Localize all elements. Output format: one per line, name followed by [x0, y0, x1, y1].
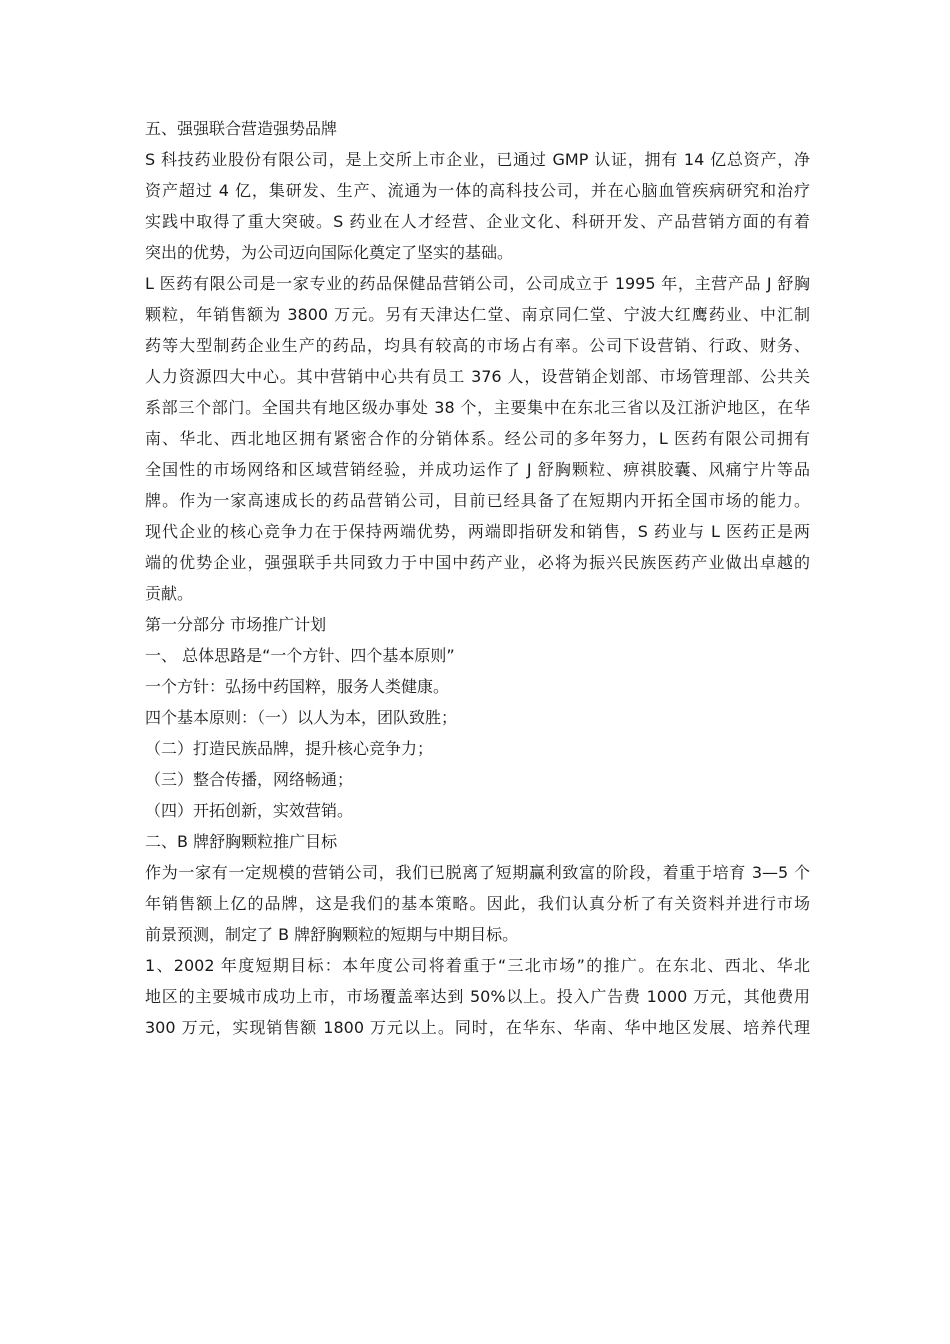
text-line: 五、强强联合营造强势品牌 — [145, 119, 338, 138]
text-line: 颗粒，年销售额为 3800 万元。另有天津达仁堂、南京同仁堂、宁波大红鹰药业、中汇制 — [145, 305, 810, 324]
text-line: 四个基本原则：（一）以人为本，团队致胜； — [145, 708, 458, 727]
text-line: 系部三个部门。全国共有地区级办事处 38 个，主要集中在东北三省以及江浙沪地区，在华 — [145, 398, 810, 417]
text-line: 端的优势企业，强强联手共同致力于中国中药产业，必将为振兴民族医药产业做出卓越的 — [145, 553, 810, 572]
text-line: 贡献。 — [145, 584, 194, 603]
text-line: 全国性的市场网络和区域营销经验，并成功运作了 J 舒胸颗粒、痹祺胶囊、风痛宁片等品 — [145, 460, 810, 479]
text-line: 牌。作为一家高速成长的药品营销公司，目前已经具备了在短期内开拓全国市场的能力。 — [145, 491, 810, 510]
text-line: 第一分部分 市场推广计划 — [145, 615, 327, 634]
text-line: 300 万元，实现销售额 1800 万元以上。同时，在华东、华南、华中地区发展、培养代理 — [145, 1018, 810, 1037]
text-line: 人力资源四大中心。其中营销中心共有员工 376 人，设营销企划部、市场管理部、公共关 — [145, 367, 810, 386]
text-line: 南、华北、西北地区拥有紧密合作的分销体系。经公司的多年努力，L 医药有限公司拥有 — [145, 429, 810, 448]
text-line: （三）整合传播，网络畅通； — [145, 770, 354, 789]
text-line: （四）开拓创新，实效营销。 — [145, 801, 354, 820]
text-line: （二）打造民族品牌，提升核心竞争力； — [145, 739, 434, 758]
text-line: 二、B 牌舒胸颗粒推广目标 — [145, 832, 338, 851]
document-body — [145, 113, 810, 1043]
text-line: 现代企业的核心竞争力在于保持两端优势，两端即指研发和销售，S 药业与 L 医药正是两 — [145, 522, 810, 541]
text-line: 作为一家有一定规模的营销公司，我们已脱离了短期赢利致富的阶段，着重于培育 3—5 个 — [145, 863, 810, 882]
text-line: 药等大型制药企业生产的药品，均具有较高的市场占有率。公司下设营销、行政、财务、 — [145, 336, 810, 355]
text-line: 1、2002 年度短期目标：本年度公司将着重于“三北市场”的推广。在东北、西北、华北 — [145, 956, 810, 975]
text-line: 一、 总体思路是“一个方针、四个基本原则” — [145, 646, 455, 665]
text-line: L 医药有限公司是一家专业的药品保健品营销公司，公司成立于 1995 年，主营产品 J 舒胸 — [145, 274, 810, 293]
text-line: 实践中取得了重大突破。S 药业在人才经营、企业文化、科研开发、产品营销方面的有着 — [145, 212, 810, 231]
text-line: 年销售额上亿的品牌，这是我们的基本策略。因此，我们认真分析了有关资料并进行市场 — [145, 894, 810, 913]
text-line: S 科技药业股份有限公司，是上交所上市企业，已通过 GMP 认证，拥有 14 亿总资产，净 — [145, 150, 810, 169]
text-line: 突出的优势，为公司迈向国际化奠定了坚实的基础。 — [145, 243, 514, 262]
text-line: 资产超过 4 亿，集研发、生产、流通为一体的高科技公司，并在心脑血管疾病研究和治疗 — [145, 181, 810, 200]
text-line: 前景预测，制定了 B 牌舒胸颗粒的短期与中期目标。 — [145, 925, 519, 944]
text-line: 一个方针：弘扬中药国粹，服务人类健康。 — [145, 677, 450, 696]
text-line: 地区的主要城市成功上市，市场覆盖率达到 50%以上。投入广告费 1000 万元，其他费用 — [145, 987, 810, 1006]
